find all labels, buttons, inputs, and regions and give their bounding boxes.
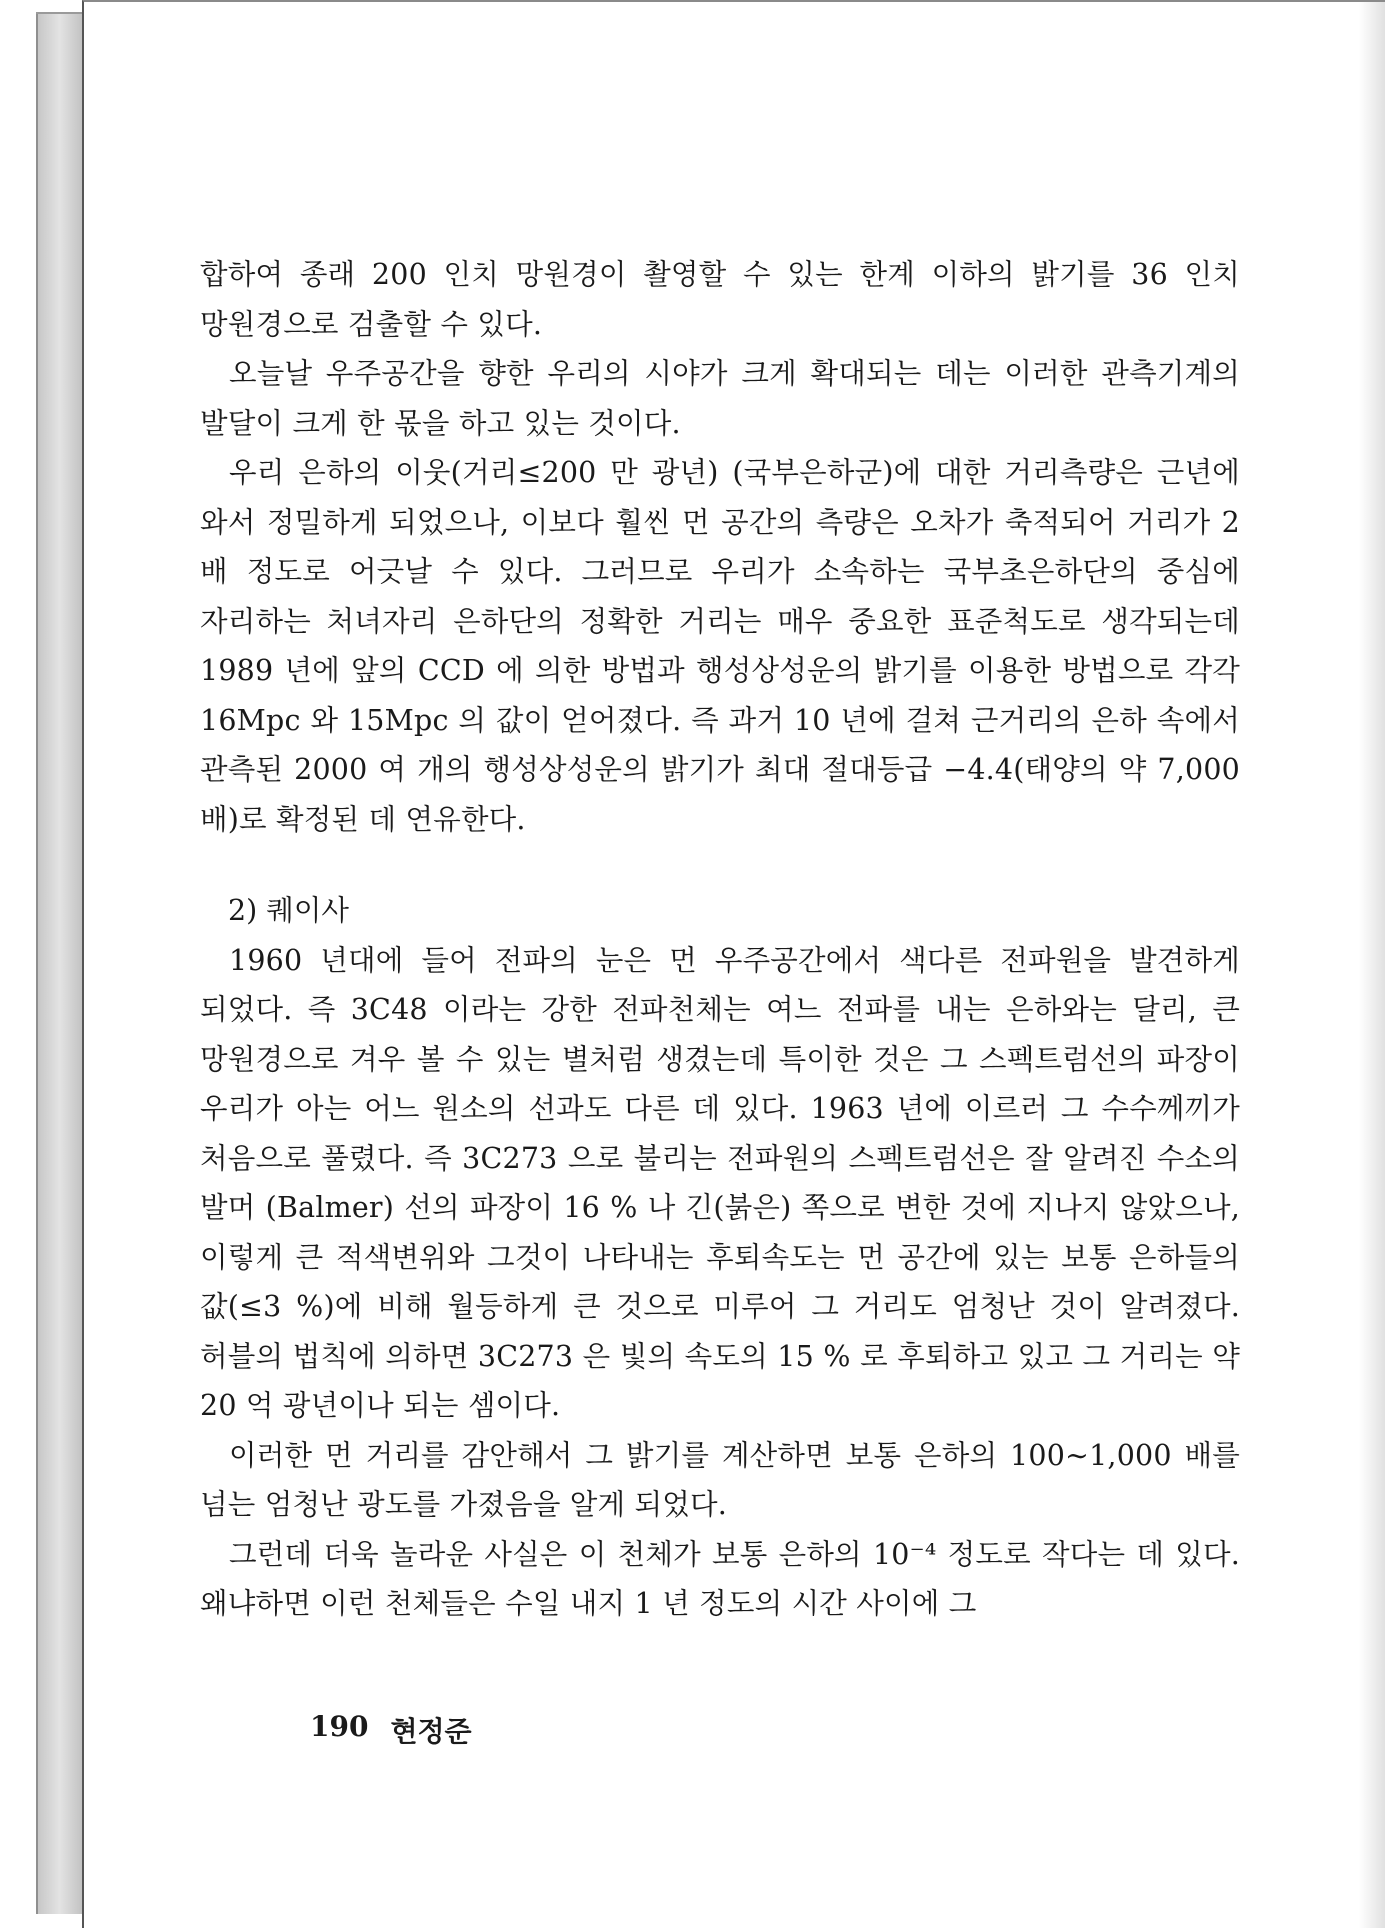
book-spine (36, 14, 86, 1914)
page-footer (310, 1710, 472, 1750)
paragraph-1: 합하여 종래 200 인치 망원경이 촬영할 수 있는 한계 이하의 밝기를 36 인치 망원경으로 검출할 수 있다. (200, 258, 1240, 341)
paragraph-6: 그런데 더욱 놀라운 사실은 이 천체가 보통 은하의 10⁻⁴ 정도로 작다는 데 있다. 왜냐하면 이런 천체들은 수일 내지 1 년 정도의 시간 사이에 그 (200, 1537, 1240, 1620)
author-name: 현정준 (390, 1715, 472, 1748)
paragraph-4: 1960 년대에 들어 전파의 눈은 먼 우주공간에서 색다른 전파원을 발견하게 되었다. 즉 3C48 이라는 강한 전파천체는 여느 전파를 내는 은하와는 달리, 큰 망원경으로 겨우 볼 수 있는 별처럼 생겼는데 특이한 것은 그 스펙트럼선의 파장이 우리가 아는 어느 원소의 선과도 다른 데 있다. 1963 년에 이르러 그 수수께끼가 처음으로 풀렸다. 즉 3C273 으로 불리는 전파원의 스펙트럼선은 잘 알려진 수소의 발머 (Balmer) 선의 파장이 16 % 나 긴(붉은) 쪽으로 변한 것에 지나지 않았으나, 이렇게 큰 적색변위와 그것이 나타내는 후퇴속도는 먼 공간에 있는 보통 은하들의 값(≤3 %)에 비해 월등하게 큰 것으로 미루어 그 거리도 엄청난 것이 알려졌다. 허블의 법칙에 의하면 3C273 은 빛의 속도의 15 % 로 후퇴하고 있고 그 거리는 약 20 억 광년이나 되는 셈이다. (200, 943, 1240, 1422)
paragraph-5: 이러한 먼 거리를 감안해서 그 밝기를 계산하면 보통 은하의 100∼1,000 배를 넘는 엄청난 광도를 가졌음을 알게 되었다. (200, 1438, 1240, 1521)
section-heading: 2) 퀘이사 (228, 894, 349, 927)
page-number: 190 (310, 1710, 369, 1743)
paragraph-3: 우리 은하의 이웃(거리≤200 만 광년) (국부은하군)에 대한 거리측량은 근년에 와서 정밀하게 되었으나, 이보다 훨씬 먼 공간의 측량은 오차가 축적되어 거리가 2 배 정도로 어긋날 수 있다. 그러므로 우리가 소속하는 국부초은하단의 중심에 자리하는 처녀자리 은하단의 정확한 거리는 매우 중요한 표준척도로 생각되는데 1989 년에 앞의 CCD 에 의한 방법과 행성상성운의 밝기를 이용한 방법으로 각각 16Mpc 와 15Mpc 의 값이 얻어졌다. 즉 과거 10 년에 걸쳐 근거리의 은하 속에서 관측된 2000 여 개의 행성상성운의 밝기가 최대 절대등급 −4.4(태양의 약 7,000 배)로 확정된 데 연유한다. (200, 456, 1240, 836)
paragraph-2: 오늘날 우주공간을 향한 우리의 시야가 크게 확대되는 데는 이러한 관측기계의 발달이 크게 한 몫을 하고 있는 것이다. (200, 357, 1240, 440)
page-body (200, 250, 1240, 1629)
page-shadow (1359, 2, 1385, 1928)
